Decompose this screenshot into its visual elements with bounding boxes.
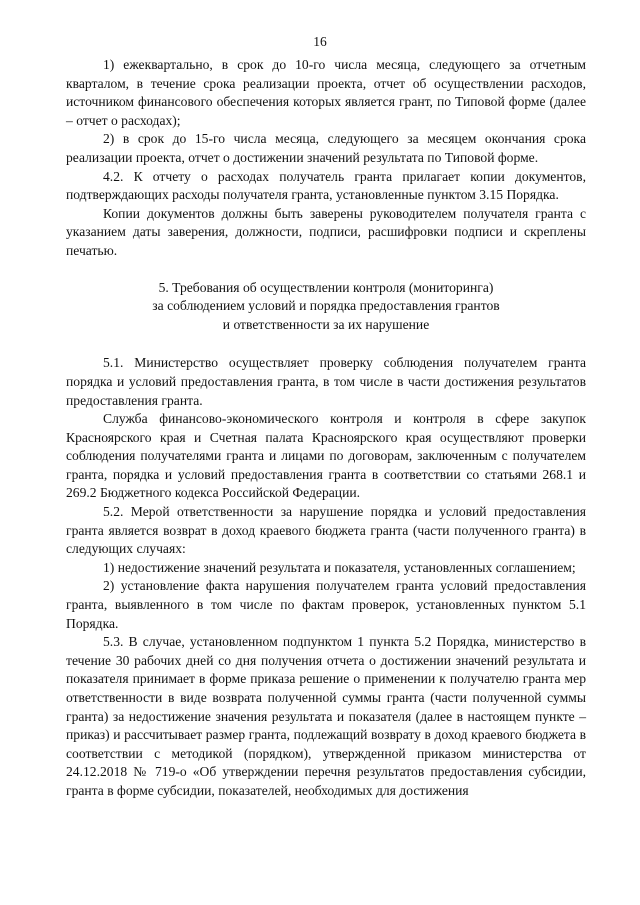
paragraph-5-1: 5.1. Министерство осуществляет проверку соблюдения получателем гранта порядка и условий предоставления гранта, в том числе в части достижения результатов предоставления гранта.	[66, 355, 586, 408]
paragraph-copies: Копии документов должны быть заверены руководителем получателя гранта с указанием даты заверения, должности, подписи, расшифровки подписи и скреплены печатью.	[66, 205, 586, 258]
paragraph-4-2: 4.2. К отчету о расходах получатель гранта прилагает копии документов, подтверждающих расходы получателя гранта, установленные пунктом 3.15 Порядка.	[66, 168, 586, 203]
section-heading-line-1: 5. Требования об осуществлении контроля (мониторинга)	[158, 279, 494, 295]
section-heading-line-2: за соблюдением условий и порядка предоставления грантов	[152, 298, 500, 314]
section-heading-line-3: и ответственности за их нарушение	[222, 316, 430, 332]
page-number: 16	[313, 34, 327, 49]
paragraph-5-2-item-2: 2) установление факта нарушения получателем гранта условий предоставления гранта, выявленного в том числе по фактам проверок, установленных пунктом 5.1 Порядка.	[66, 578, 586, 631]
paragraph-5-2-item-1: 1) недостижение значений результата и показателя, установленных соглашением;	[103, 559, 576, 575]
paragraph-item-1: 1) ежеквартально, в срок до 10-го числа месяца, следующего за отчетным кварталом, в течение срока реализации проекта, отчет об осуществлении расходов, источником финансового обеспечения которых является грант, по Типовой форме (далее – отчет о расходах);	[66, 57, 586, 128]
paragraph-5-2: 5.2. Мерой ответственности за нарушение порядка и условий предоставления гранта является возврат в доход краевого бюджета гранта (части полученного гранта) в следующих случаях:	[66, 504, 586, 557]
paragraph-control-service: Служба финансово-экономического контроля и контроля в сфере закупок Красноярского края и Счетная палата Красноярского края осуществляют проверки соблюдения получателями гранта и лицами по договорам, заключенным с получателем гранта, порядка и условий предоставления гранта в соответствии со статьями 268.1 и 269.2 Бюджетного кодекса Российской Федерации.	[66, 411, 586, 501]
paragraph-item-2: 2) в срок до 15-го числа месяца, следующего за месяцем окончания срока реализации проекта, отчет о достижении значений результата по Типовой форме.	[66, 131, 586, 165]
section-5-heading	[66, 279, 586, 335]
paragraph-5-3: 5.3. В случае, установленном подпунктом 1 пункта 5.2 Порядка, министерство в течение 30 рабочих дней со дня получения отчета о достижении значений результата и показателя принимает в форме приказа решение о применении к получателю гранта мер ответственности в виде возврата полученной суммы гранта (части полученной суммы гранта) за недостижение значения результата и показателя (далее в настоящем пункте – приказ) и рассчитывает размер гранта, подлежащий возврату в доход краевого бюджета в соответствии с методикой (порядком), утвержденной приказом министерства от 24.12.2018 № 719-о «Об утверждении перечня результатов предоставления субсидии, гранта в форме субсидии, показателей, необходимых для достижения	[66, 634, 586, 798]
document-body	[66, 56, 586, 801]
